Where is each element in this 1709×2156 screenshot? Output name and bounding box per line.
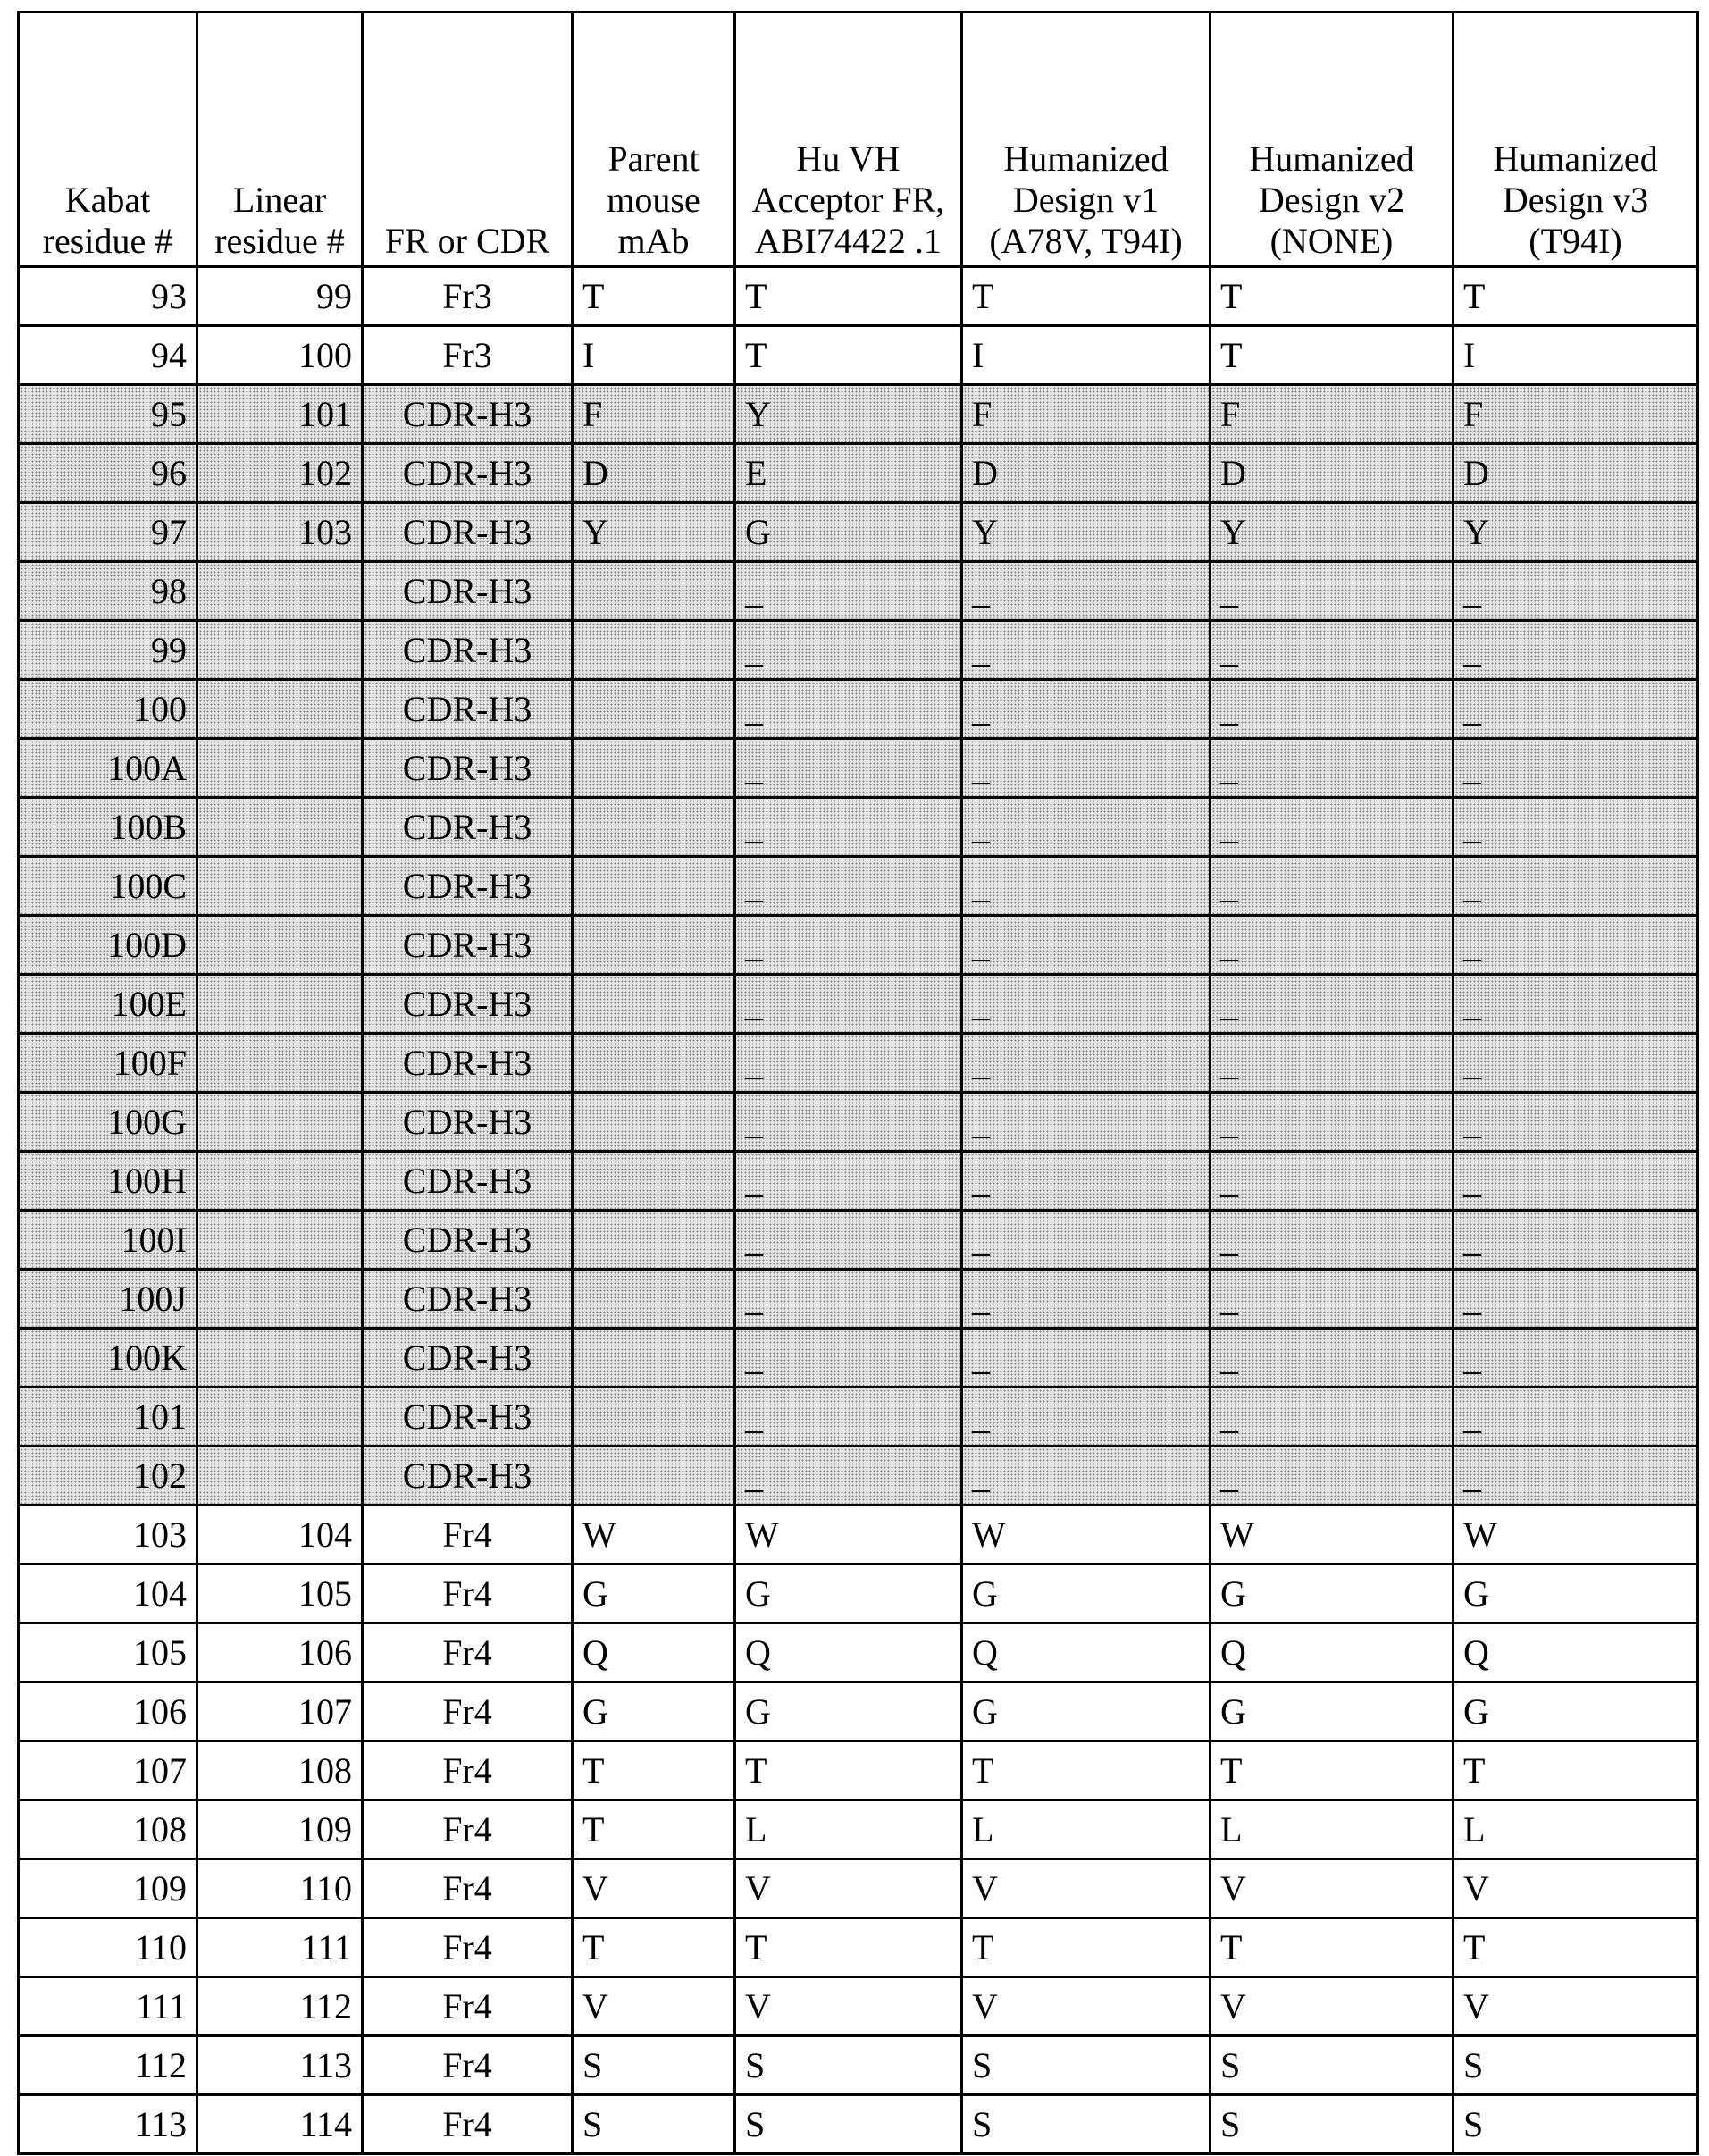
cell-design-v3: _ (1453, 798, 1698, 857)
cell-linear-residue: 106 (197, 1623, 363, 1682)
cell-parent-mouse (573, 1270, 735, 1329)
cell-parent-mouse: T (573, 267, 735, 326)
cell-design-v1: _ (962, 739, 1211, 798)
cell-hu-acceptor: _ (735, 1093, 962, 1152)
cell-linear-residue (197, 916, 363, 975)
cell-hu-acceptor: _ (735, 1211, 962, 1270)
cell-design-v2: T (1211, 326, 1453, 385)
cell-design-v2: _ (1211, 975, 1453, 1034)
cell-linear-residue (197, 1034, 363, 1093)
table-row (19, 1270, 1698, 1329)
residue-alignment-table (17, 11, 1699, 2155)
cell-linear-residue (197, 1270, 363, 1329)
cell-region: CDR-H3 (363, 680, 573, 739)
cell-design-v1: _ (962, 1447, 1211, 1506)
cell-region: CDR-H3 (363, 1447, 573, 1506)
cell-kabat-residue: 99 (19, 621, 197, 680)
cell-linear-residue: 107 (197, 1682, 363, 1741)
cell-design-v3: G (1453, 1682, 1698, 1741)
cell-linear-residue (197, 739, 363, 798)
cell-design-v2: T (1211, 267, 1453, 326)
cell-design-v2: _ (1211, 1093, 1453, 1152)
cell-parent-mouse (573, 562, 735, 621)
table-row (19, 385, 1698, 444)
cell-design-v3: _ (1453, 1388, 1698, 1447)
cell-kabat-residue: 100A (19, 739, 197, 798)
cell-parent-mouse (573, 1152, 735, 1211)
cell-hu-acceptor: V (735, 1977, 962, 2036)
cell-design-v1: G (962, 1682, 1211, 1741)
cell-hu-acceptor: G (735, 503, 962, 562)
cell-linear-residue (197, 1329, 363, 1388)
cell-design-v1: T (962, 1741, 1211, 1800)
cell-design-v2: T (1211, 1741, 1453, 1800)
cell-design-v1: _ (962, 1329, 1211, 1388)
cell-region: CDR-H3 (363, 621, 573, 680)
cell-design-v1: T (962, 1918, 1211, 1977)
table-row (19, 739, 1698, 798)
cell-parent-mouse: V (573, 1977, 735, 2036)
header-design-v1: Humanized Design v1 (A78V, T94I) (962, 13, 1211, 267)
cell-design-v2: Y (1211, 503, 1453, 562)
cell-region: CDR-H3 (363, 798, 573, 857)
cell-region: CDR-H3 (363, 739, 573, 798)
cell-linear-residue (197, 680, 363, 739)
cell-design-v3: _ (1453, 975, 1698, 1034)
cell-linear-residue: 100 (197, 326, 363, 385)
cell-kabat-residue: 94 (19, 326, 197, 385)
table-row (19, 1388, 1698, 1447)
cell-hu-acceptor: _ (735, 1447, 962, 1506)
cell-design-v1: _ (962, 1270, 1211, 1329)
cell-parent-mouse (573, 1034, 735, 1093)
cell-design-v1: D (962, 444, 1211, 503)
cell-design-v3: G (1453, 1565, 1698, 1623)
cell-parent-mouse: Y (573, 503, 735, 562)
cell-hu-acceptor: Y (735, 385, 962, 444)
cell-linear-residue: 112 (197, 1977, 363, 2036)
cell-parent-mouse (573, 1447, 735, 1506)
cell-design-v2: _ (1211, 1211, 1453, 1270)
cell-design-v3: S (1453, 2095, 1698, 2154)
cell-design-v3: I (1453, 326, 1698, 385)
cell-kabat-residue: 111 (19, 1977, 197, 2036)
cell-linear-residue: 99 (197, 267, 363, 326)
cell-design-v3: T (1453, 267, 1698, 326)
cell-design-v3: _ (1453, 1034, 1698, 1093)
cell-linear-residue: 111 (197, 1918, 363, 1977)
cell-region: Fr4 (363, 1741, 573, 1800)
cell-design-v1: _ (962, 562, 1211, 621)
cell-hu-acceptor: _ (735, 857, 962, 916)
header-parent-mouse: Parent mouse mAb (573, 13, 735, 267)
cell-design-v3: _ (1453, 916, 1698, 975)
cell-region: CDR-H3 (363, 916, 573, 975)
cell-parent-mouse: S (573, 2095, 735, 2154)
cell-region: Fr4 (363, 1800, 573, 1859)
cell-design-v3: L (1453, 1800, 1698, 1859)
cell-kabat-residue: 100K (19, 1329, 197, 1388)
cell-linear-residue: 113 (197, 2036, 363, 2095)
table-row (19, 2095, 1698, 2154)
cell-hu-acceptor: W (735, 1506, 962, 1565)
cell-parent-mouse (573, 1329, 735, 1388)
cell-parent-mouse: T (573, 1800, 735, 1859)
cell-hu-acceptor: L (735, 1800, 962, 1859)
cell-hu-acceptor: _ (735, 739, 962, 798)
cell-design-v1: G (962, 1565, 1211, 1623)
cell-design-v1: _ (962, 1152, 1211, 1211)
table-row (19, 1093, 1698, 1152)
header-design-v3: Humanized Design v3 (T94I) (1453, 13, 1698, 267)
cell-design-v1: _ (962, 621, 1211, 680)
cell-design-v3: _ (1453, 1270, 1698, 1329)
cell-parent-mouse: F (573, 385, 735, 444)
table-row (19, 1741, 1698, 1800)
cell-parent-mouse (573, 621, 735, 680)
cell-region: CDR-H3 (363, 1211, 573, 1270)
cell-design-v1: T (962, 267, 1211, 326)
cell-linear-residue (197, 798, 363, 857)
cell-region: Fr4 (363, 1565, 573, 1623)
cell-kabat-residue: 93 (19, 267, 197, 326)
cell-kabat-residue: 100H (19, 1152, 197, 1211)
cell-region: CDR-H3 (363, 1034, 573, 1093)
cell-linear-residue (197, 1152, 363, 1211)
cell-design-v1: _ (962, 916, 1211, 975)
cell-region: CDR-H3 (363, 857, 573, 916)
cell-kabat-residue: 101 (19, 1388, 197, 1447)
table-row (19, 1447, 1698, 1506)
cell-kabat-residue: 100E (19, 975, 197, 1034)
cell-hu-acceptor: _ (735, 1388, 962, 1447)
cell-linear-residue: 110 (197, 1859, 363, 1918)
cell-design-v2: S (1211, 2036, 1453, 2095)
cell-design-v1: _ (962, 975, 1211, 1034)
cell-hu-acceptor: _ (735, 916, 962, 975)
cell-parent-mouse (573, 1093, 735, 1152)
cell-parent-mouse: W (573, 1506, 735, 1565)
cell-linear-residue: 105 (197, 1565, 363, 1623)
cell-kabat-residue: 96 (19, 444, 197, 503)
cell-design-v3: _ (1453, 739, 1698, 798)
cell-hu-acceptor: G (735, 1682, 962, 1741)
cell-design-v2: D (1211, 444, 1453, 503)
cell-parent-mouse (573, 739, 735, 798)
cell-design-v1: _ (962, 1093, 1211, 1152)
cell-region: Fr4 (363, 1918, 573, 1977)
cell-design-v1: _ (962, 1034, 1211, 1093)
cell-parent-mouse (573, 1388, 735, 1447)
cell-kabat-residue: 110 (19, 1918, 197, 1977)
table-row (19, 1918, 1698, 1977)
table-row (19, 1859, 1698, 1918)
cell-hu-acceptor: T (735, 1741, 962, 1800)
table-row (19, 1800, 1698, 1859)
cell-region: Fr4 (363, 1977, 573, 2036)
cell-parent-mouse (573, 916, 735, 975)
cell-kabat-residue: 113 (19, 2095, 197, 2154)
cell-design-v3: W (1453, 1506, 1698, 1565)
cell-parent-mouse: G (573, 1565, 735, 1623)
cell-region: CDR-H3 (363, 444, 573, 503)
cell-hu-acceptor: T (735, 326, 962, 385)
cell-linear-residue: 104 (197, 1506, 363, 1565)
cell-design-v2: V (1211, 1977, 1453, 2036)
cell-region: CDR-H3 (363, 1152, 573, 1211)
cell-kabat-residue: 112 (19, 2036, 197, 2095)
cell-design-v3: S (1453, 2036, 1698, 2095)
cell-design-v2: _ (1211, 1388, 1453, 1447)
cell-kabat-residue: 103 (19, 1506, 197, 1565)
cell-linear-residue: 108 (197, 1741, 363, 1800)
table-row (19, 1623, 1698, 1682)
cell-design-v2: _ (1211, 857, 1453, 916)
cell-hu-acceptor: _ (735, 1329, 962, 1388)
cell-design-v3: V (1453, 1977, 1698, 2036)
cell-linear-residue (197, 562, 363, 621)
cell-design-v1: _ (962, 857, 1211, 916)
table-row (19, 1682, 1698, 1741)
cell-design-v2: G (1211, 1565, 1453, 1623)
cell-design-v3: _ (1453, 1329, 1698, 1388)
cell-kabat-residue: 100D (19, 916, 197, 975)
table-row (19, 1152, 1698, 1211)
cell-region: CDR-H3 (363, 1270, 573, 1329)
cell-linear-residue (197, 1388, 363, 1447)
cell-design-v2: _ (1211, 798, 1453, 857)
table-row (19, 1211, 1698, 1270)
cell-design-v1: F (962, 385, 1211, 444)
cell-hu-acceptor: _ (735, 562, 962, 621)
table-row (19, 798, 1698, 857)
cell-region: Fr4 (363, 1506, 573, 1565)
cell-design-v1: _ (962, 680, 1211, 739)
cell-linear-residue (197, 1211, 363, 1270)
cell-design-v3: _ (1453, 680, 1698, 739)
cell-linear-residue (197, 975, 363, 1034)
cell-region: CDR-H3 (363, 1093, 573, 1152)
cell-design-v2: S (1211, 2095, 1453, 2154)
cell-linear-residue (197, 857, 363, 916)
cell-region: Fr4 (363, 2095, 573, 2154)
table-row (19, 916, 1698, 975)
table-row (19, 1329, 1698, 1388)
cell-design-v3: D (1453, 444, 1698, 503)
cell-hu-acceptor: S (735, 2036, 962, 2095)
cell-design-v2: F (1211, 385, 1453, 444)
cell-design-v3: _ (1453, 1152, 1698, 1211)
header-design-v2: Humanized Design v2 (NONE) (1211, 13, 1453, 267)
cell-kabat-residue: 108 (19, 1800, 197, 1859)
cell-design-v1: Y (962, 503, 1211, 562)
header-hu-acceptor: Hu VH Acceptor FR, ABI74422 .1 (735, 13, 962, 267)
cell-parent-mouse (573, 798, 735, 857)
cell-design-v2: L (1211, 1800, 1453, 1859)
cell-region: Fr4 (363, 2036, 573, 2095)
cell-design-v3: Q (1453, 1623, 1698, 1682)
cell-region: Fr3 (363, 326, 573, 385)
cell-region: CDR-H3 (363, 975, 573, 1034)
cell-design-v1: V (962, 1859, 1211, 1918)
cell-parent-mouse (573, 975, 735, 1034)
cell-design-v1: _ (962, 1211, 1211, 1270)
table-row (19, 1506, 1698, 1565)
header-row (19, 13, 1698, 267)
cell-region: Fr3 (363, 267, 573, 326)
cell-hu-acceptor: Q (735, 1623, 962, 1682)
table-row (19, 2036, 1698, 2095)
cell-region: CDR-H3 (363, 562, 573, 621)
cell-parent-mouse: Q (573, 1623, 735, 1682)
cell-hu-acceptor: _ (735, 1034, 962, 1093)
cell-design-v2: Q (1211, 1623, 1453, 1682)
cell-design-v2: G (1211, 1682, 1453, 1741)
cell-hu-acceptor: _ (735, 1152, 962, 1211)
cell-hu-acceptor: G (735, 1565, 962, 1623)
cell-region: CDR-H3 (363, 385, 573, 444)
cell-design-v2: T (1211, 1918, 1453, 1977)
cell-design-v2: _ (1211, 739, 1453, 798)
cell-linear-residue: 103 (197, 503, 363, 562)
table-row (19, 975, 1698, 1034)
cell-design-v2: _ (1211, 1152, 1453, 1211)
cell-design-v2: _ (1211, 1329, 1453, 1388)
cell-region: Fr4 (363, 1859, 573, 1918)
cell-kabat-residue: 95 (19, 385, 197, 444)
header-linear-residue: Linear residue # (197, 13, 363, 267)
cell-linear-residue (197, 621, 363, 680)
cell-hu-acceptor: S (735, 2095, 962, 2154)
cell-design-v3: V (1453, 1859, 1698, 1918)
cell-parent-mouse (573, 1211, 735, 1270)
cell-design-v2: V (1211, 1859, 1453, 1918)
cell-linear-residue: 101 (197, 385, 363, 444)
cell-design-v2: _ (1211, 1034, 1453, 1093)
table-row (19, 444, 1698, 503)
cell-design-v3: _ (1453, 562, 1698, 621)
cell-hu-acceptor: _ (735, 1270, 962, 1329)
cell-parent-mouse: S (573, 2036, 735, 2095)
cell-design-v1: _ (962, 798, 1211, 857)
cell-kabat-residue: 100 (19, 680, 197, 739)
cell-design-v3: Y (1453, 503, 1698, 562)
cell-parent-mouse: V (573, 1859, 735, 1918)
cell-region: CDR-H3 (363, 1388, 573, 1447)
cell-design-v3: _ (1453, 857, 1698, 916)
cell-region: CDR-H3 (363, 503, 573, 562)
cell-parent-mouse: D (573, 444, 735, 503)
cell-hu-acceptor: T (735, 1918, 962, 1977)
cell-design-v1: V (962, 1977, 1211, 2036)
cell-design-v1: _ (962, 1388, 1211, 1447)
cell-parent-mouse: T (573, 1918, 735, 1977)
cell-kabat-residue: 100B (19, 798, 197, 857)
cell-parent-mouse (573, 680, 735, 739)
cell-hu-acceptor: V (735, 1859, 962, 1918)
cell-hu-acceptor: _ (735, 798, 962, 857)
cell-region: Fr4 (363, 1623, 573, 1682)
cell-design-v1: L (962, 1800, 1211, 1859)
cell-region: Fr4 (363, 1682, 573, 1741)
cell-linear-residue: 114 (197, 2095, 363, 2154)
cell-kabat-residue: 100I (19, 1211, 197, 1270)
cell-kabat-residue: 104 (19, 1565, 197, 1623)
cell-linear-residue (197, 1093, 363, 1152)
header-region: FR or CDR (363, 13, 573, 267)
cell-design-v1: W (962, 1506, 1211, 1565)
cell-design-v3: _ (1453, 1093, 1698, 1152)
cell-design-v3: _ (1453, 621, 1698, 680)
cell-parent-mouse: I (573, 326, 735, 385)
cell-design-v1: Q (962, 1623, 1211, 1682)
cell-hu-acceptor: _ (735, 975, 962, 1034)
cell-design-v2: _ (1211, 916, 1453, 975)
cell-hu-acceptor: T (735, 267, 962, 326)
cell-design-v1: S (962, 2036, 1211, 2095)
cell-design-v3: _ (1453, 1447, 1698, 1506)
cell-design-v2: _ (1211, 621, 1453, 680)
cell-linear-residue: 102 (197, 444, 363, 503)
cell-linear-residue (197, 1447, 363, 1506)
cell-design-v2: _ (1211, 1270, 1453, 1329)
cell-parent-mouse: T (573, 1741, 735, 1800)
cell-hu-acceptor: _ (735, 621, 962, 680)
cell-design-v3: F (1453, 385, 1698, 444)
cell-design-v2: _ (1211, 680, 1453, 739)
cell-kabat-residue: 98 (19, 562, 197, 621)
table-row (19, 857, 1698, 916)
cell-region: CDR-H3 (363, 1329, 573, 1388)
cell-hu-acceptor: E (735, 444, 962, 503)
cell-design-v3: T (1453, 1741, 1698, 1800)
table-row (19, 621, 1698, 680)
cell-design-v1: I (962, 326, 1211, 385)
table-row (19, 267, 1698, 326)
cell-kabat-residue: 100G (19, 1093, 197, 1152)
cell-kabat-residue: 105 (19, 1623, 197, 1682)
cell-parent-mouse: G (573, 1682, 735, 1741)
cell-kabat-residue: 102 (19, 1447, 197, 1506)
cell-kabat-residue: 97 (19, 503, 197, 562)
cell-parent-mouse (573, 857, 735, 916)
cell-kabat-residue: 106 (19, 1682, 197, 1741)
cell-kabat-residue: 109 (19, 1859, 197, 1918)
table-row (19, 326, 1698, 385)
table-row (19, 680, 1698, 739)
table-row (19, 562, 1698, 621)
header-kabat-residue: Kabat residue # (19, 13, 197, 267)
table-row (19, 1034, 1698, 1093)
cell-kabat-residue: 100J (19, 1270, 197, 1329)
cell-design-v3: _ (1453, 1211, 1698, 1270)
cell-kabat-residue: 100F (19, 1034, 197, 1093)
table-row (19, 1977, 1698, 2036)
cell-design-v2: _ (1211, 562, 1453, 621)
cell-design-v2: _ (1211, 1447, 1453, 1506)
cell-design-v2: W (1211, 1506, 1453, 1565)
cell-design-v1: S (962, 2095, 1211, 2154)
table-row (19, 1565, 1698, 1623)
cell-design-v3: T (1453, 1918, 1698, 1977)
cell-kabat-residue: 107 (19, 1741, 197, 1800)
cell-kabat-residue: 100C (19, 857, 197, 916)
table-row (19, 503, 1698, 562)
cell-linear-residue: 109 (197, 1800, 363, 1859)
cell-hu-acceptor: _ (735, 680, 962, 739)
